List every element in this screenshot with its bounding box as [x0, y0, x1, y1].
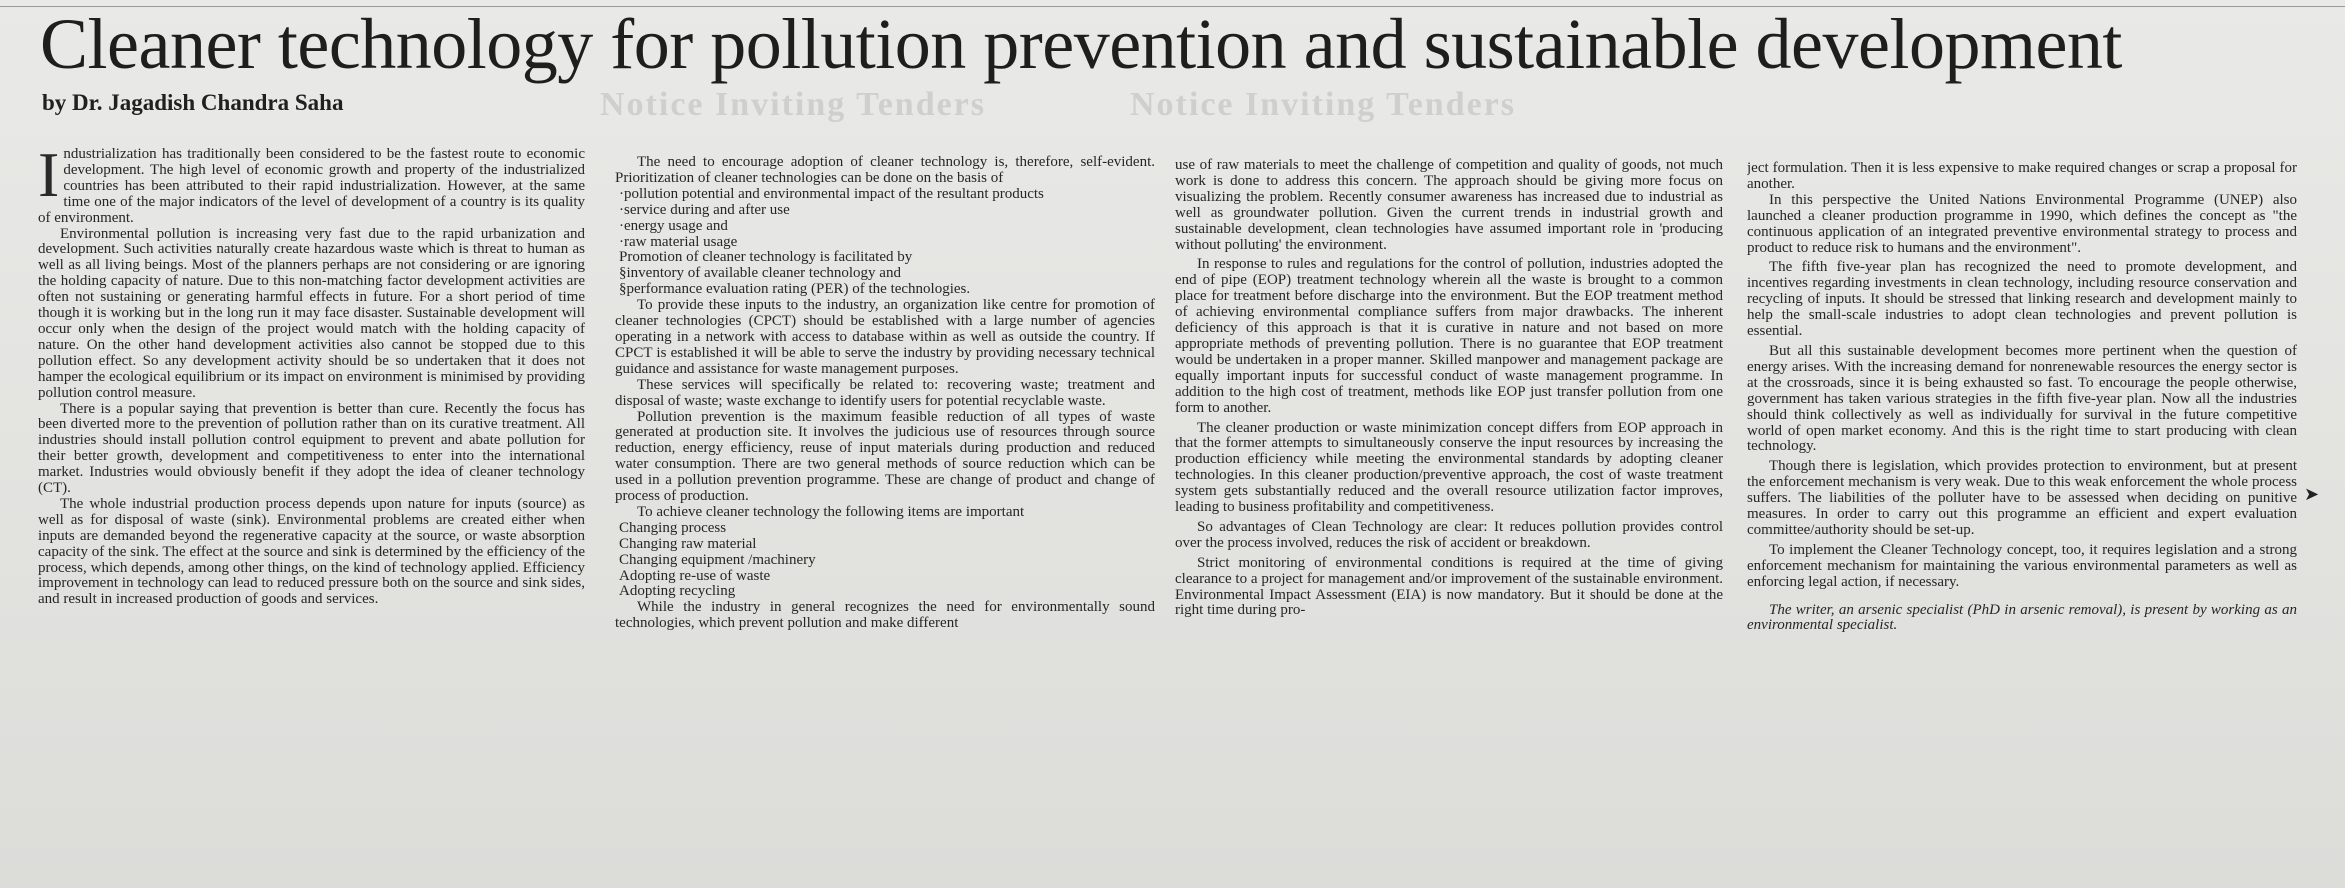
- article-column-3: [1175, 158, 1723, 858]
- list-item: Changing raw material: [619, 535, 757, 552]
- list-item: ·pollution potential and environmental impact of the resultant products: [619, 185, 1044, 202]
- drop-cap: I: [38, 147, 60, 210]
- paragraph: Though there is legislation, which provides protection to environment, but at present the enforcement mechanism is very weak. Due to this weak enforcement the whole process suffers. The liabilities of the polluter have to be assessed when deciding on punitive measures. In order to carry out this programme an efficient and expert evaluation committee/authority should be set-up.: [1747, 458, 2297, 538]
- article-column-2: [615, 155, 1155, 855]
- paragraph: Pollution prevention is the maximum feasible reduction of all types of waste generated at production site. It involves the judicious use of resources through source reduction, energy efficiency, reuse of input materials during production and reduced water consumption. There are two general methods of source reduction which can be used in a pollution prevention programme. These are change of product and change of process of production.: [615, 408, 1155, 505]
- list-item: ·energy usage and: [619, 217, 728, 234]
- list-item: §performance evaluation rating (PER) of the technologies.: [619, 281, 971, 298]
- paragraph: Environmental pollution is increasing very fast due to the rapid urbanization and development. Such activities naturally create hazardous waste which is threat to human as well as all living beings. Most of the planners perhaps are not considering or are ignoring the holding capacity of nature. Due to this non-matching factor development activities are often not sustaining or generating harmful effects in future. For a short period of time though it is working but in the long run it may face disaster. Sustainable development will occur only when the design of the project would match with the holding capacity of nature. On the other hand development activities also cannot be stopped due to this pollution effect. So any development activity should be so undertaken that it does not hamper the ecological equilibrium or its impact on environment is minimised by providing pollution control measure.: [38, 225, 585, 401]
- article-headline: Cleaner technology for pollution prevention and sustainable development: [40, 4, 2122, 84]
- paragraph: The whole industrial production process depends upon nature for inputs (source) as well as for disposal of waste (sink). Environmental problems are created either when inputs are demanded beyond the regenerative capacity at the source, or waste absorption capacity of the sink. The effect at the source and sink is determined by the efficiency of the process, which depends, among other things, on the kind of technology applied. Efficiency improvement in technology can lead to reduced pressure both on the source and sink sides, and result in increased production of goods and services.: [38, 495, 585, 608]
- paragraph: In this perspective the United Nations Environmental Programme (UNEP) also launched a cleaner production programme in 1990, which defines the concept as "the continuous application of an integrated preventive environmental strategy to process and product to reduce risk to humans and the environment".: [1747, 191, 2297, 256]
- list-item: Changing process: [619, 519, 727, 536]
- paragraph: But all this sustainable development becomes more pertinent when the question of energy arises. With the increasing demand for nonrenewable resources the energy sector is at the crossroads, since it is being exhausted so fast. To encourage the people otherwise, government has taken various strategies in the fifth five-year plan. Now all the industries should think collectively as well as individually for survival in the future competitive world of open market economy. And this is the right time to start producing with clean technology.: [1747, 342, 2297, 455]
- article-column-4: [1747, 161, 2297, 861]
- paragraph: The fifth five-year plan has recognized the need to promote development, and incentives regarding investments in clean technology, including resource conservation and recycling of inputs. It should be stressed that linking research and development mainly to help the small-scale industries to adopt clean technologies and prevent pollution is essential.: [1747, 259, 2297, 340]
- paragraph: [38, 147, 585, 227]
- paragraph: use of raw materials to meet the challenge of competition and quality of goods, not much work is done to address this concern. The approach should be giving more focus on visualizing the problem. Recently consumer awareness has increased due to industrial as well as groundwater pollution. Given the current trends in industrial growth and sustainable development, clean technologies have assumed important role in 'producing without polluting' the environment.: [1175, 158, 1723, 253]
- paragraph: To achieve cleaner technology the following items are important: [637, 503, 1025, 520]
- paragraph: ject formulation. Then it is less expensive to make required changes or scrap a proposal for another.: [1747, 161, 2297, 192]
- paragraph: To implement the Cleaner Technology concept, too, it requires legislation and a strong enforcement mechanism for maintaining the various environmental parameters as well as enforcing legal action, if necessary.: [1747, 541, 2297, 590]
- paragraph-text: ndustrialization has traditionally been considered to be the fastest route to economic development. The high level of economic growth and property of the industrialized countries has been attributed to their rapid industrialization. However, at the same time one of the major indicators of the level of development of a country is its quality of environment.: [38, 147, 585, 226]
- paragraph: Strict monitoring of environmental conditions is required at the time of giving clearance to a project for management and/or improvement of the sustainable environment. Environmental Impact Assessment (EIA) is now mandatory. But it should be done at the right time during pro-: [1175, 554, 1723, 619]
- paragraph: In response to rules and regulations for the control of pollution, industries adopted the end of pipe (EOP) treatment technology wherein all the waste is brought to a common place for treatment before discharge into the environment. But the EOP treatment method of achieving environmental compliance suffers from major drawbacks. The inherent deficiency of this approach is that it is curative in nature and not based on more appropriate methods of preventing pollution. There is no guarantee that EOP treatment would be undertaken in a proper manner. Skilled manpower and management package are equally important inputs for successful conduct of waste management programme. In addition to the high cost of treatment, methods like EOP just transfer pollution from one form to another.: [1175, 256, 1723, 416]
- article-column-1: [38, 147, 585, 847]
- paragraph: These services will specifically be related to: recovering waste; treatment and disposal of waste; waste exchange to identify users for potential recyclable waste.: [615, 376, 1155, 409]
- list-item: Adopting recycling: [619, 583, 736, 600]
- paragraph: To provide these inputs to the industry, an organization like centre for promotion of cleaner technologies (CPCT) should be established with a large number of agencies operating in a network with access to database within as well as outside the country. If CPCT is established it will be able to serve the industry by providing necessary technical guidance and assistance for waste management purposes.: [615, 297, 1155, 377]
- list-item: Promotion of cleaner technology is facilitated by: [619, 249, 913, 266]
- page-edge-marker-icon: ➤: [2304, 484, 2320, 504]
- list-item: Adopting re-use of waste: [619, 567, 771, 584]
- author-note: The writer, an arsenic specialist (PhD in arsenic removal), is present by working as an environmental specialist.: [1747, 601, 2297, 634]
- list-item: ·service during and after use: [619, 201, 790, 218]
- list-item: §inventory of available cleaner technology and: [619, 265, 901, 282]
- bleed-through-text: Notice Inviting Tenders: [600, 86, 987, 123]
- paragraph: There is a popular saying that prevention is better than cure. Recently the focus has been diverted more to the prevention of pollution rather than on its curative treatment. All industries should install pollution control equipment to prevent and abate pollution for their better growth, development and competitiveness to enter into the international market. Industries would obviously benefit if they adopt the idea of cleaner technology (CT).: [38, 400, 585, 497]
- list-item: Changing equipment /machinery: [619, 551, 816, 568]
- article-byline: by Dr. Jagadish Chandra Saha: [42, 90, 344, 115]
- bleed-through-text: Notice Inviting Tenders: [1130, 86, 1517, 123]
- list-item: ·raw material usage: [619, 233, 738, 250]
- paragraph: The need to encourage adoption of cleaner technology is, therefore, self-evident. Prioritization of cleaner technologies can be done on the basis of: [615, 155, 1155, 186]
- paragraph: So advantages of Clean Technology are clear: It reduces pollution provides control over the process involved, reduces the risk of accident or breakdown.: [1175, 518, 1723, 551]
- paragraph: While the industry in general recognizes the need for environmentally sound technologies, which prevent pollution and make different: [615, 599, 1155, 632]
- paragraph: The cleaner production or waste minimization concept differs from EOP approach in that the former attempts to simultaneously conserve the input resources by increasing the production efficiency while meeting the environmental standards by adopting cleaner technologies. In this cleaner production/preventive approach, the cost of waste treatment system gets substantially reduced and the overall resource utilization factor improves, leading to business profitability and competitiveness.: [1175, 419, 1723, 516]
